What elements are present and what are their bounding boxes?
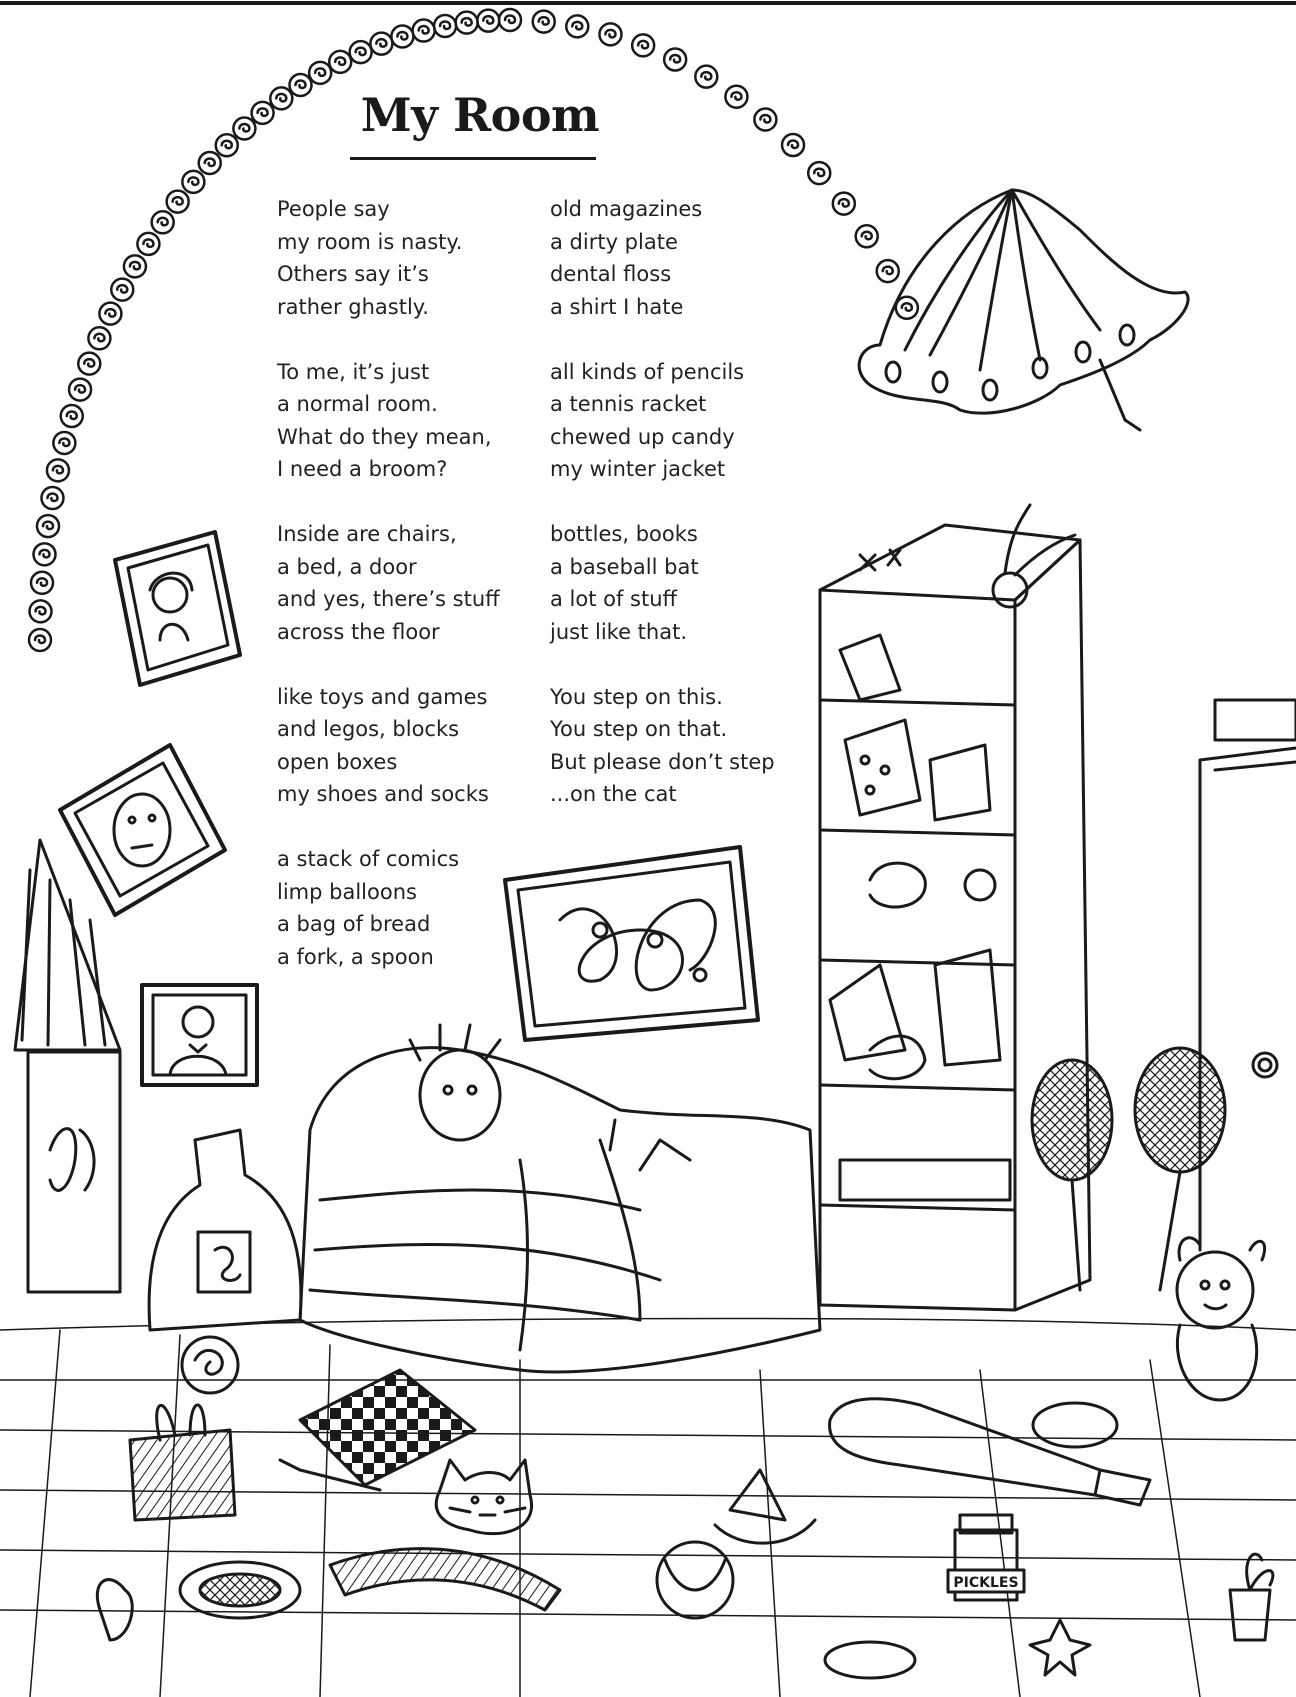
poem-line: and legos, blocks: [277, 717, 460, 741]
title-underline: [350, 157, 596, 160]
abstract-painting: [505, 847, 758, 1040]
poem-stanza: [550, 193, 775, 323]
poem-line: bottles, books: [550, 522, 698, 546]
portrait-frame-boy: [142, 985, 257, 1085]
poem-stanza: [277, 193, 500, 323]
poem-line: You step on that.: [550, 717, 728, 741]
poem-line: Inside are chairs,: [277, 522, 457, 546]
portrait-frame-girl: [115, 532, 240, 685]
poem-line: But please don’t step: [550, 749, 775, 774]
open-box: [130, 1405, 235, 1520]
poem-line: dental floss: [550, 262, 672, 286]
poem-line: limp balloons: [277, 879, 417, 904]
poem-line: What do they mean,: [277, 424, 492, 449]
poem-line: a bag of bread: [277, 912, 431, 936]
portrait-frame-face: [60, 745, 225, 915]
poem-line: a dirty plate: [550, 229, 678, 254]
poem-right-column: [550, 193, 775, 843]
floor-clutter: [97, 1337, 1273, 1678]
poem-stanza: [550, 356, 775, 486]
poem-line: rather ghastly.: [277, 294, 429, 319]
poem-left-column: [277, 193, 500, 1006]
poem-line: open boxes: [277, 749, 398, 774]
poem-line: a fork, a spoon: [277, 944, 434, 969]
poem-line: You step on this.: [550, 684, 723, 709]
poem-line: a baseball bat: [550, 554, 699, 579]
poem-line: and yes, there’s stuff: [277, 587, 500, 611]
bed: [300, 1025, 820, 1372]
poem-line: a stack of comics: [277, 847, 460, 871]
poem-title: My Room: [360, 88, 600, 142]
poem-line: ...on the cat: [550, 782, 677, 806]
bookshelf: [820, 505, 1090, 1310]
poem-line: across the floor: [277, 619, 440, 644]
poem-line: a lot of stuff: [550, 587, 678, 611]
bottle: [149, 1130, 301, 1330]
door: [1200, 700, 1296, 1250]
poem-line: all kinds of pencils: [550, 359, 745, 384]
poem-line: my room is nasty.: [277, 229, 463, 254]
poem-stanza: [277, 356, 500, 486]
poem-line: a tennis racket: [550, 392, 707, 416]
poem-line: chewed up candy: [550, 424, 735, 449]
poem-line: a bed, a door: [277, 554, 417, 579]
poem-line: a shirt I hate: [550, 294, 684, 319]
poem-stanza: [277, 681, 500, 811]
poem-stanza: [550, 518, 775, 648]
poem-line: I need a broom?: [277, 457, 448, 481]
poem-stanza: [550, 681, 775, 811]
teddy-bear: [1177, 1238, 1265, 1400]
poem-line: my shoes and socks: [277, 782, 489, 806]
poem-line: Others say it’s: [277, 262, 429, 286]
tennis-rackets: [1032, 1048, 1225, 1290]
poem-line: People say: [277, 197, 390, 221]
poem-line: a normal room.: [277, 392, 438, 416]
poem-stanza: [277, 518, 500, 648]
poem-line: To me, it’s just: [277, 359, 430, 384]
poem-stanza: [277, 843, 500, 973]
floor-lamp: [15, 840, 120, 1292]
poem-line: just like that.: [550, 619, 687, 644]
poem-line: old magazines: [550, 197, 703, 221]
poem-line: my winter jacket: [550, 457, 726, 481]
pickles-label: PICKLES: [953, 1575, 1019, 1591]
poem-line: like toys and games: [277, 684, 488, 709]
